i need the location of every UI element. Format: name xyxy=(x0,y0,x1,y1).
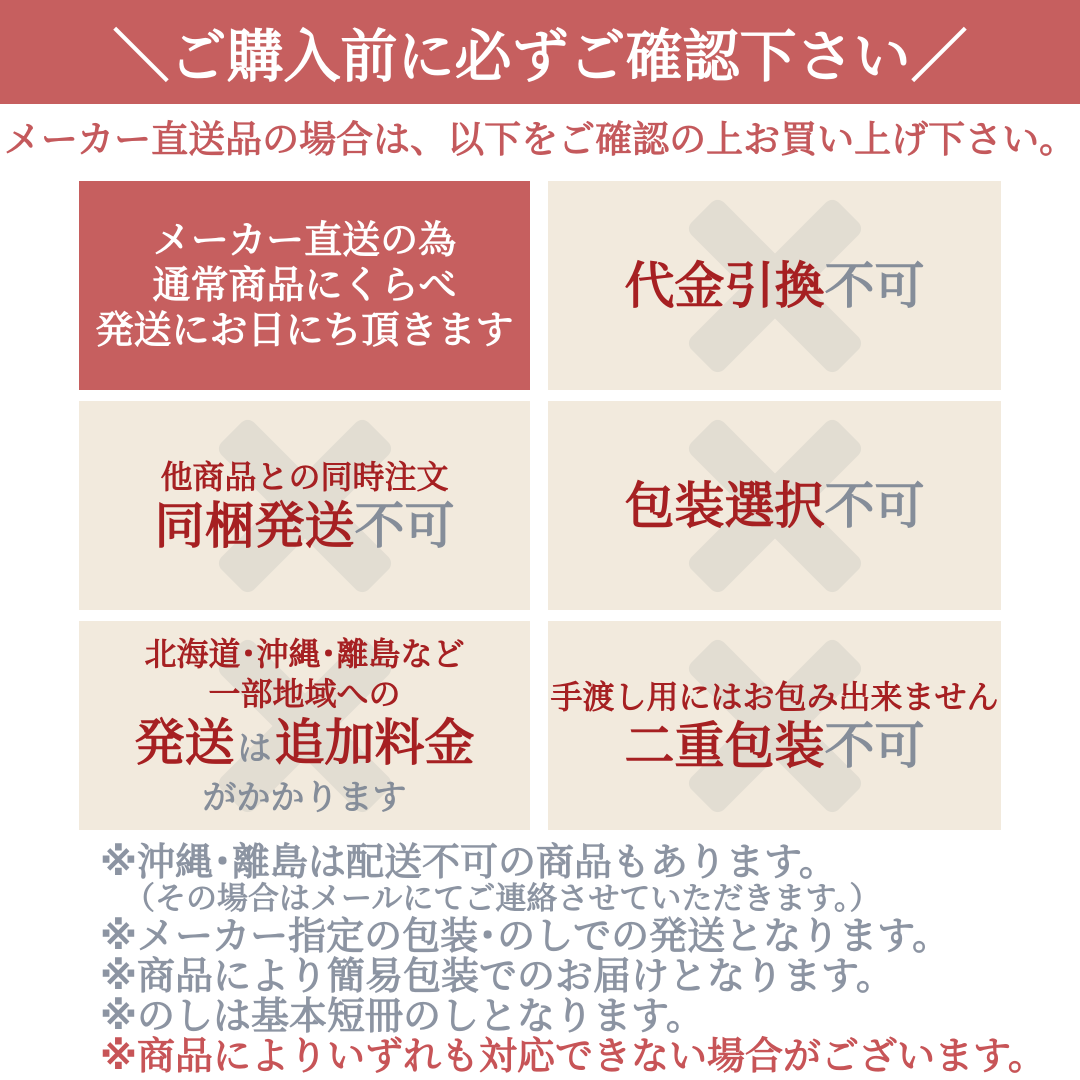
panel-remote-area-fee-text xyxy=(135,634,475,818)
no-double-wrapping-label xyxy=(624,717,924,775)
panel-no-double-wrapping xyxy=(548,621,1001,830)
header-banner xyxy=(0,0,1080,104)
footnote-not-supported: ※商品によりいずれも対応できない場合がございます。 xyxy=(100,1034,1046,1078)
direct-shipping-line2: 通常商品にくらべ xyxy=(152,263,457,307)
no-wrapping-choice-label xyxy=(625,477,925,535)
panel-remote-area-fee xyxy=(79,621,530,830)
remote-fee-particle: は xyxy=(237,728,272,769)
no-double-wrapping-label-red: 二重包装 xyxy=(624,716,825,775)
no-cod-label-gray: 不可 xyxy=(824,256,925,315)
direct-shipping-line3: 発送にお日にち頂きます xyxy=(95,308,514,352)
remote-fee-sub1: 北海道･沖縄･離島など xyxy=(144,634,465,673)
footnote-email-contact: （その場合はメールにてご連絡させていただきます。） xyxy=(124,881,881,917)
direct-shipping-line1: メーカー直送の為 xyxy=(152,218,457,262)
no-bundling-label-gray: 不可 xyxy=(354,496,455,555)
subheadline: メーカー直送品の場合は、以下をご確認の上お買い上げ下さい。 xyxy=(3,118,1077,161)
panel-no-bundling xyxy=(79,401,530,610)
remote-fee-label-red1: 発送 xyxy=(134,713,235,772)
footnotes xyxy=(100,842,1070,1076)
panel-no-bundling-text xyxy=(155,457,455,555)
panel-no-cod-text xyxy=(625,257,925,315)
footnote-simple-wrapping: ※商品により簡易包装でのお届けとなります。 xyxy=(100,954,894,998)
no-wrapping-choice-label-gray: 不可 xyxy=(824,476,925,535)
notice-grid xyxy=(79,181,1001,830)
panel-no-wrapping-choice-text xyxy=(625,477,925,535)
footnote-noshi: ※のしは基本短冊のしとなります。 xyxy=(100,994,704,1038)
panel-direct-shipping-text xyxy=(95,218,513,353)
footnote-maker-wrapping: ※メーカー指定の包装･のしでの発送となります。 xyxy=(100,914,951,958)
panel-no-cod xyxy=(548,181,1001,390)
remote-fee-sub2: 一部地域への xyxy=(208,674,401,713)
no-bundling-label-red: 同梱発送 xyxy=(154,496,355,555)
panel-no-wrapping-choice xyxy=(548,401,1001,610)
no-cod-label-red: 代金引換 xyxy=(624,256,825,315)
no-bundling-label xyxy=(155,497,455,555)
page-title: ＼ご購入前に必ずご確認下さい／ xyxy=(112,24,968,90)
footnote-okinawa: ※沖縄･離島は配送不可の商品もあります。 xyxy=(100,840,837,884)
no-double-wrapping-sub: 手渡し用にはお包み出来ません xyxy=(550,677,999,716)
no-bundling-sub: 他商品との同時注文 xyxy=(160,457,449,496)
panel-direct-shipping xyxy=(79,181,530,390)
remote-fee-label xyxy=(135,714,475,778)
remote-fee-label-red2: 追加料金 xyxy=(274,713,475,772)
no-cod-label xyxy=(625,257,925,315)
remote-fee-tail: がかかります xyxy=(202,777,407,818)
no-double-wrapping-label-gray: 不可 xyxy=(824,716,925,775)
panel-no-double-wrapping-text xyxy=(550,677,998,775)
no-wrapping-choice-label-red: 包装選択 xyxy=(624,476,825,535)
